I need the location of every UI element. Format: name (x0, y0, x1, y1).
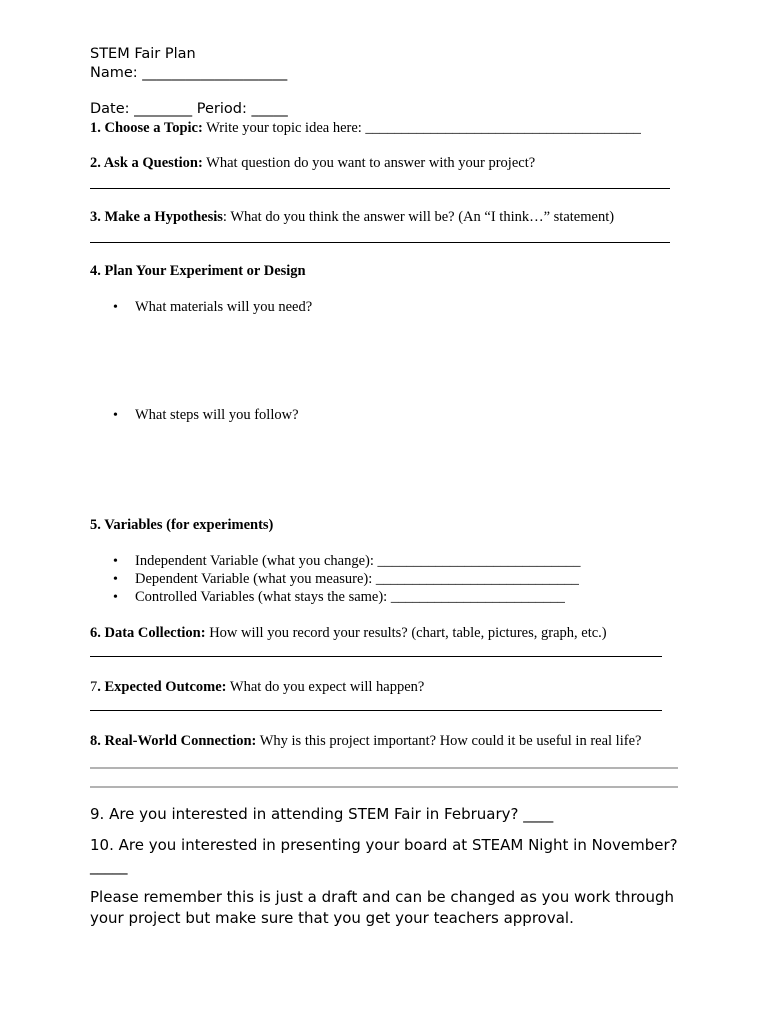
section-8-label: 8. Real-World Connection: (90, 733, 257, 749)
bullet-icon: • (113, 300, 118, 315)
section-4-heading (90, 262, 306, 280)
bullet-icon: • (113, 554, 118, 569)
section-7-label: . Expected Outcome: (97, 679, 227, 695)
section-7-number: 7 (90, 679, 98, 695)
section-5-heading (90, 516, 273, 534)
section-5-label: 5. Variables (for experiments) (90, 517, 274, 533)
section-7-answer-line (90, 710, 662, 711)
section-1-label: 1. Choose a Topic: (90, 120, 203, 136)
section-1-text: Write your topic idea here: ______________________________________ (202, 120, 641, 136)
controlled-variables-line: Controlled Variables (what stays the same): ________________________ (135, 589, 565, 605)
draft-note: Please remember this is just a draft and can be changed as you work through your project but make sure that you get your teachers approval. (90, 888, 675, 927)
section-1 (90, 119, 641, 137)
section-4-label: 4. Plan Your Experiment or Design (90, 263, 306, 279)
section-4-bullet-steps: What steps will you follow? (135, 407, 299, 423)
question-9: 9. Are you interested in attending STEM Fair in February? ____ (90, 805, 554, 823)
section-8-answer-line (90, 786, 678, 788)
document-title: STEM Fair Plan (90, 46, 196, 62)
bullet-icon: • (113, 590, 118, 605)
bullet-icon: • (113, 408, 118, 423)
section-2-text: What question do you want to answer with your project? (202, 155, 536, 171)
section-3-text: : What do you think the answer will be? (An “I think…” statement) (222, 209, 615, 225)
section-3-answer-line (90, 242, 670, 243)
section-6-text: How will you record your results? (chart, table, pictures, graph, etc.) (205, 625, 607, 641)
section-4-bullet-materials: What materials will you need? (135, 299, 313, 315)
section-6-answer-line (90, 656, 662, 657)
section-6-label: 6. Data Collection: (90, 625, 206, 641)
section-2-answer-line (90, 188, 670, 189)
question-10: 10. Are you interested in presenting your board at STEAM Night in November? _____ (90, 836, 678, 875)
section-8 (90, 732, 641, 750)
section-3-label: 3. Make a Hypothesis (90, 209, 223, 225)
bullet-icon: • (113, 572, 118, 587)
section-7 (90, 678, 424, 696)
dependent-variable-line: Dependent Variable (what you measure): ____________________________ (135, 571, 579, 587)
section-8-answer-line (90, 767, 678, 769)
section-3 (90, 208, 614, 226)
date-period-line: Date: ________ Period: _____ (90, 101, 288, 117)
section-8-text: Why is this project important? How could it be useful in real life? (256, 733, 642, 749)
section-6 (90, 624, 607, 642)
section-7-text: What do you expect will happen? (226, 679, 425, 695)
section-2 (90, 154, 535, 172)
name-field-line: Name: ____________________ (90, 65, 288, 81)
section-2-label: 2. Ask a Question: (90, 155, 203, 171)
independent-variable-line: Independent Variable (what you change): ____________________________ (135, 553, 581, 569)
